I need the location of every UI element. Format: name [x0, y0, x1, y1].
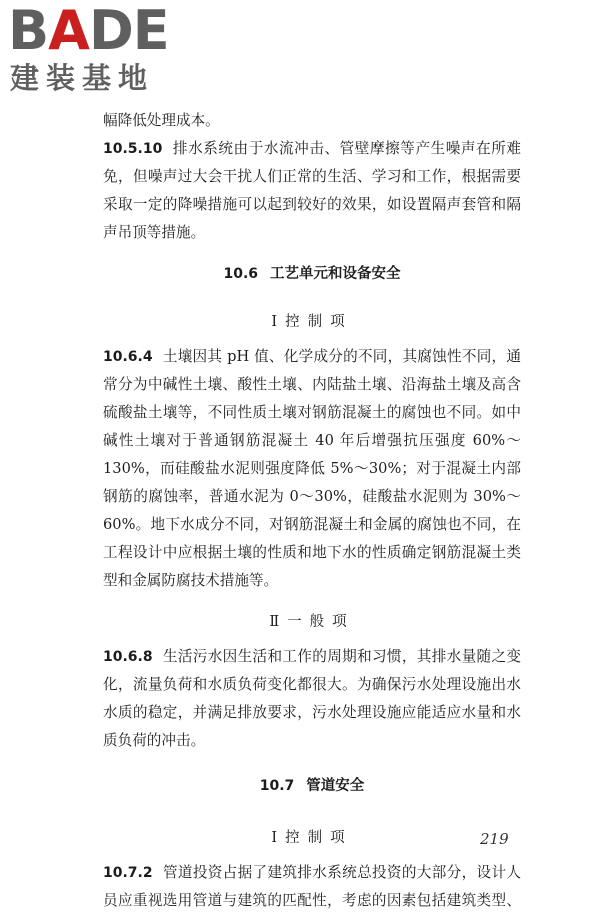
clause-10-7-2 — [103, 859, 521, 915]
text-line: 幅降低处理成本。 — [103, 112, 220, 129]
text-line: 免，但噪声过大会干扰人们正常的生活、学习和工作，根据需要 — [103, 168, 521, 185]
text-line: 员应重视选用管道与建筑的匹配性，考虑的因素包括建筑类型、 — [103, 892, 521, 909]
clause-10-6-4 — [103, 343, 521, 595]
clause-number: 10.7.2 — [103, 865, 153, 881]
page-number: 219 — [480, 830, 509, 848]
text-line: 声吊顶等措施。 — [103, 224, 206, 241]
text-line: 硫酸盐土壤等，不同性质土壤对钢筋混凝土的腐蚀也不同。如中 — [103, 404, 521, 421]
text-line: 管道投资占据了建筑排水系统总投资的大部分，设计人 — [162, 864, 521, 881]
logo-brand-text: BADE — [8, 0, 169, 62]
text-line: 生活污水因生活和工作的周期和习惯，其排水量随之变 — [162, 648, 521, 665]
section-heading-10-6: 10.6 工艺单元和设备安全 — [223, 266, 401, 282]
text-line: 型和金属防腐技术措施等。 — [103, 572, 279, 589]
text-line: 化，流量负荷和水质负荷变化都很大。为确保污水处理设施出水 — [103, 676, 521, 693]
clause-number: 10.6.4 — [103, 349, 153, 365]
logo-subtitle: 建装基地 — [10, 61, 155, 95]
text-line: 工程设计中应根据土壤的性质和地下水的性质确定钢筋混凝土类 — [103, 544, 521, 561]
clause-10-6-8 — [103, 643, 521, 755]
text-line: 水质的稳定，并满足排放要求，污水处理设施应能适应水量和水 — [103, 704, 521, 721]
text-line: 60%。地下水成分不同，对钢筋混凝土和金属的腐蚀也不同，在 — [103, 516, 521, 533]
paragraph-continuation — [103, 107, 521, 135]
text-line: 土壤因其 pH 值、化学成分的不同，其腐蚀性不同，通 — [162, 348, 521, 365]
section-heading-10-7: 10.7 管道安全 — [259, 778, 365, 794]
text-line: 质负荷的冲击。 — [103, 732, 206, 749]
text-line: 常分为中碱性土壤、酸性土壤、内陆盐土壤、沿海盐土壤及高含 — [103, 376, 521, 393]
site-logo — [8, 2, 183, 102]
text-line: 排水系统由于水流冲击、管壁摩擦等产生噪声在所难 — [172, 140, 521, 157]
subsection-heading-control: Ⅰ控制项 — [271, 830, 353, 846]
document-body — [103, 107, 521, 915]
text-line: 碱性土壤对于普通钢筋混凝土 40 年后增强抗压强度 60%～ — [103, 432, 521, 449]
text-line: 钢筋的腐蚀率，普通水泥为 0～30%，硅酸盐水泥则为 30%～ — [103, 488, 521, 505]
subsection-heading-control: Ⅰ控制项 — [271, 314, 353, 330]
clause-number: 10.5.10 — [103, 141, 163, 157]
clause-number: 10.6.8 — [103, 649, 153, 665]
text-line: 采取一定的降噪措施可以起到较好的效果，如设置隔声套管和隔 — [103, 196, 521, 213]
text-line: 130%，而硅酸盐水泥则强度降低 5%～30%；对于混凝土内部 — [103, 460, 521, 477]
clause-10-5-10 — [103, 135, 521, 247]
subsection-heading-general: Ⅱ一般项 — [269, 614, 355, 630]
